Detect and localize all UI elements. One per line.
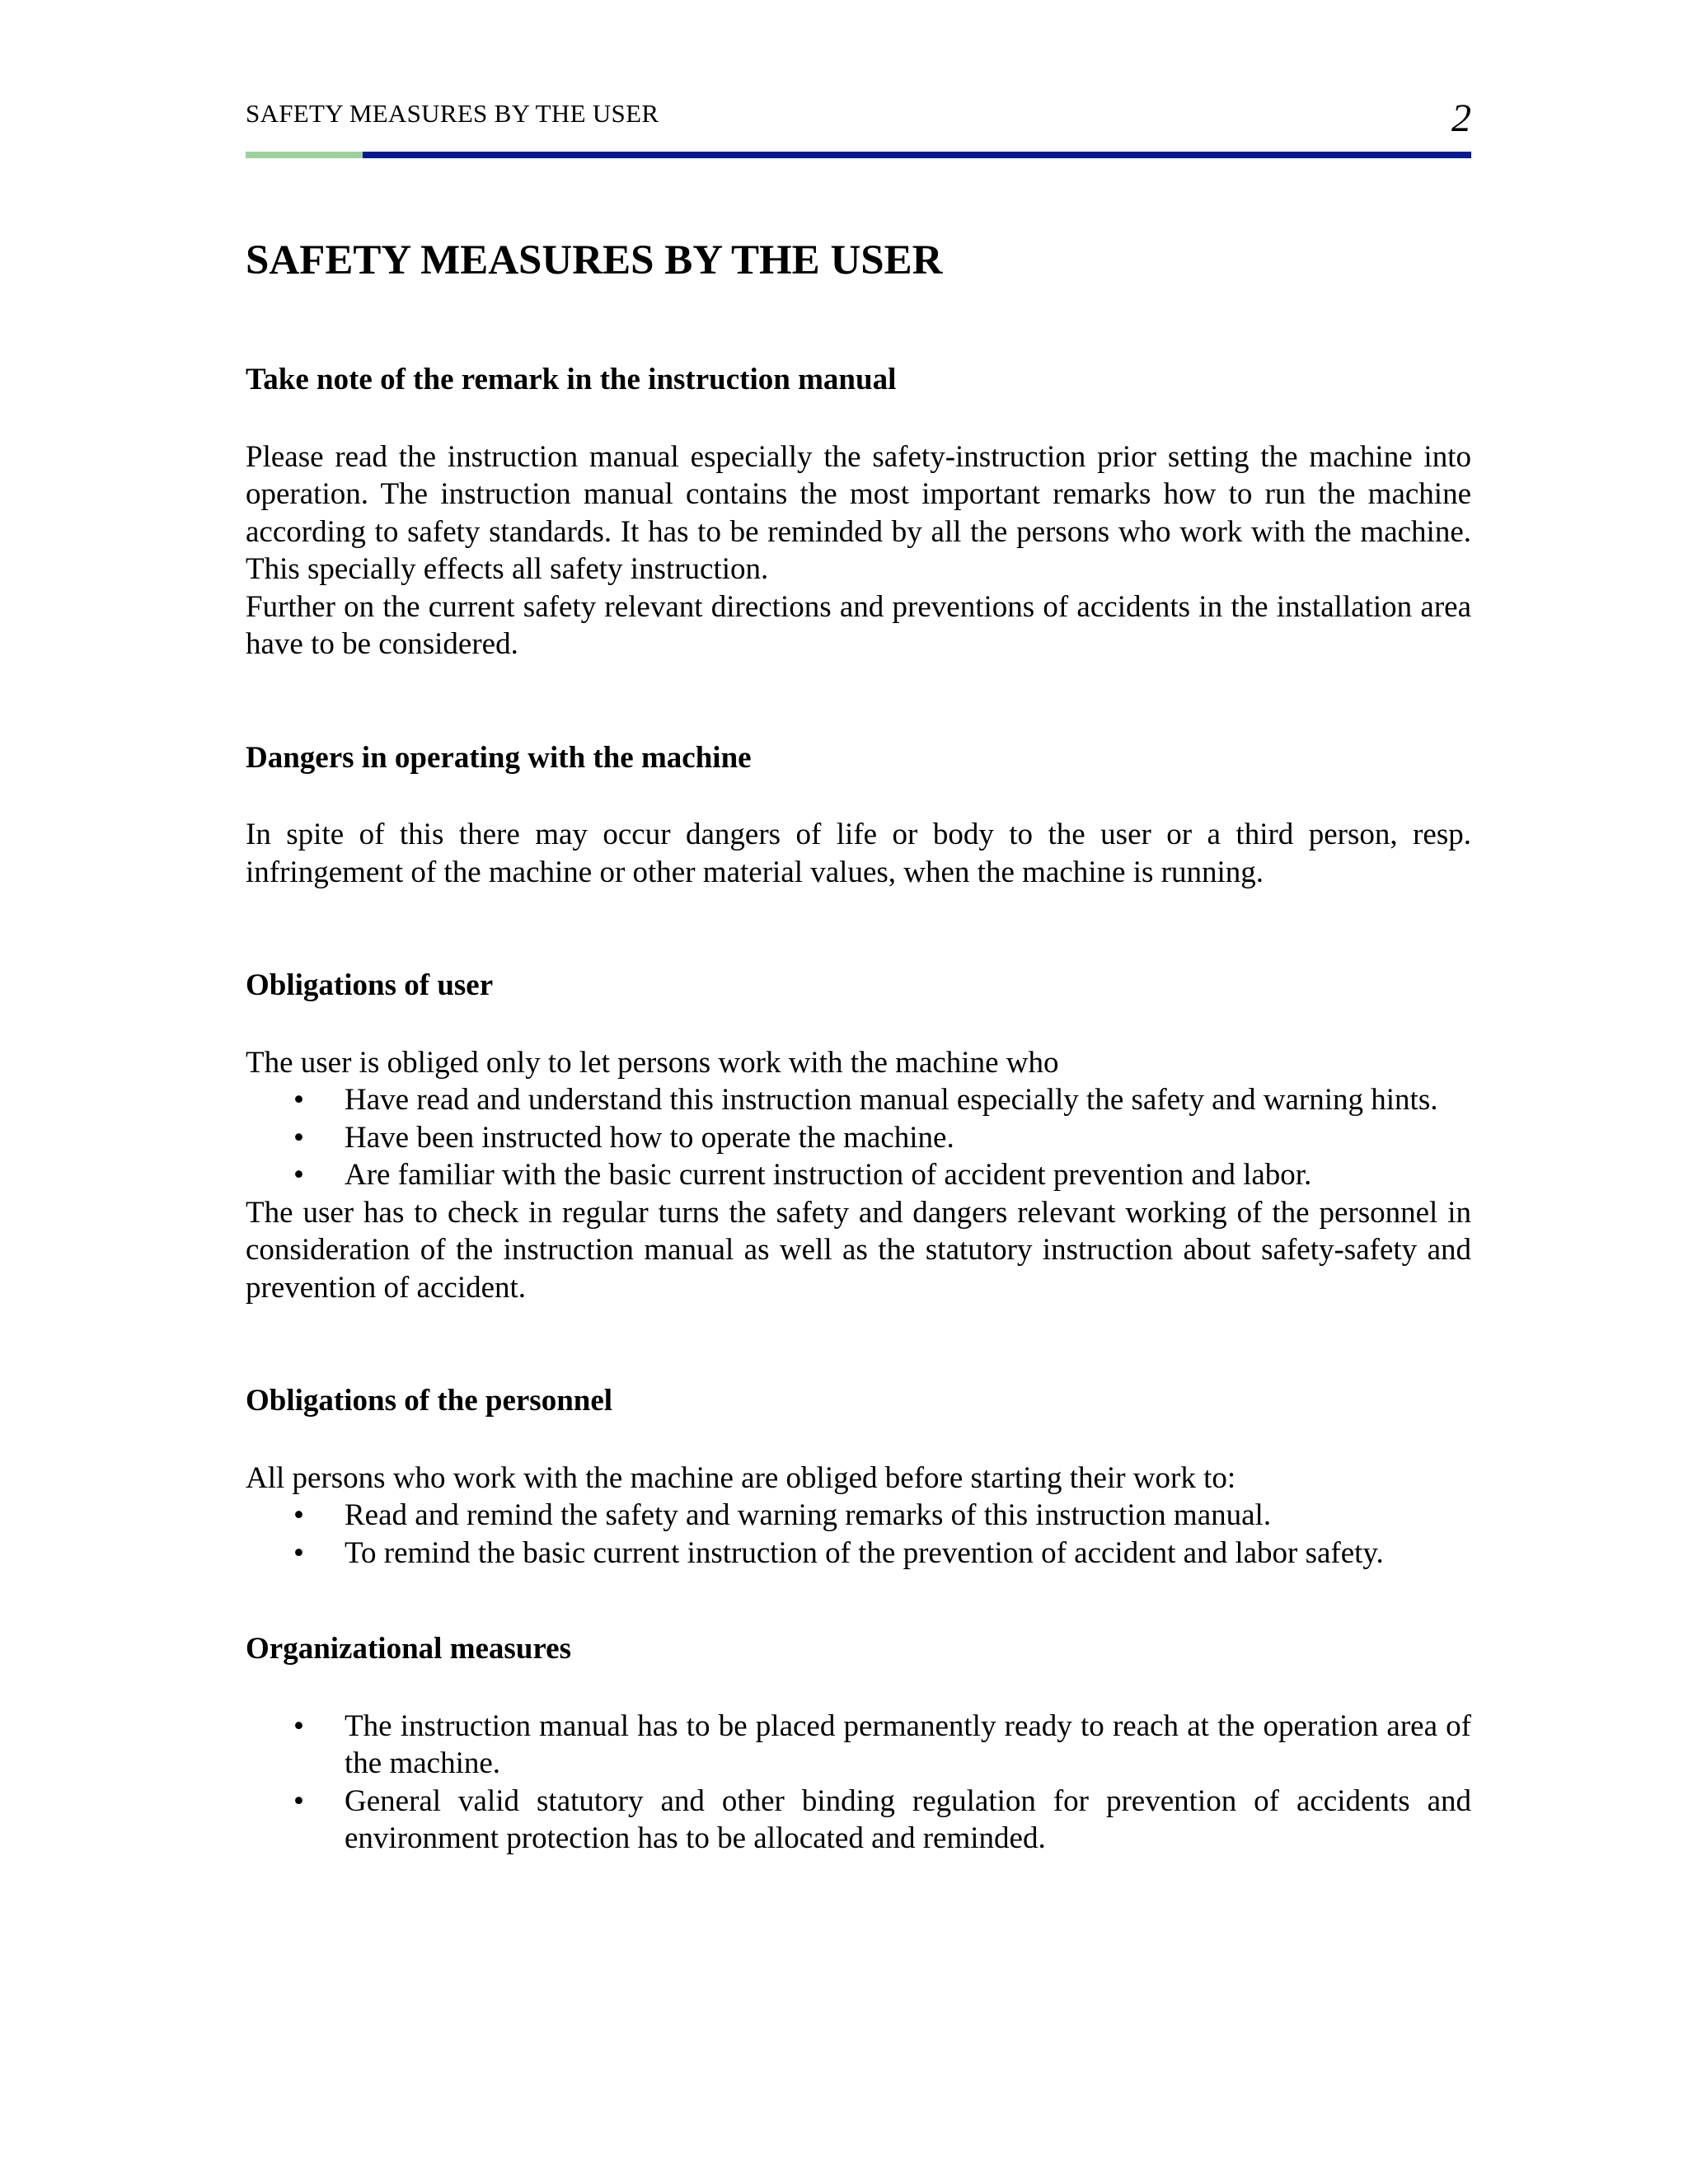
page-number: 2 [1451, 96, 1471, 140]
bullet-icon: • [293, 1120, 304, 1155]
list-item [246, 1783, 1471, 1858]
bullet-icon: • [293, 1535, 304, 1570]
section-remark [246, 361, 1471, 663]
bullet-icon: • [293, 1158, 304, 1192]
bullet-list [246, 1081, 1471, 1194]
paragraph: The user has to check in regular turns the safety and dangers relevant working of the personnel in consideration of the instruction manual as well as the statutory instruction about safety-safety and prevention of accident. [246, 1195, 1471, 1305]
list-item [246, 1081, 1471, 1119]
section-heading: Dangers in operating with the machine [246, 740, 752, 775]
list-item-text: Read and remind the safety and warning remarks of this instruction manual. [345, 1498, 1272, 1532]
document-body [246, 361, 1471, 1858]
section-heading: Obligations of the personnel [246, 1384, 613, 1418]
section-personnel-obligations [246, 1382, 1471, 1572]
paragraph: In spite of this there may occur dangers of life or body to the user or a third person, resp. infringement of the machine or other material values, when the machine is running. [246, 818, 1471, 889]
paragraph: Please read the instruction manual especially the safety-instruction prior setting the machine into operation. The instruction manual contains the most important remarks how to run the machine according to safety standards. It has to be reminded by all the persons who work with the machine. This specially effects all safety instruction. [246, 439, 1471, 586]
header-rule-main [363, 152, 1471, 158]
list-item-text: Are familiar with the basic current instruction of accident prevention and labor. [345, 1158, 1312, 1192]
list-item-text: Have been instructed how to operate the machine. [345, 1120, 954, 1155]
header-rule-accent [246, 152, 363, 158]
running-header-title: SAFETY MEASURES BY THE USER [246, 99, 659, 128]
section-organizational-measures [246, 1630, 1471, 1858]
section-user-obligations [246, 967, 1471, 1306]
list-item [246, 1497, 1471, 1535]
header-rule [246, 152, 1471, 158]
section-heading: Take note of the remark in the instruction manual [246, 363, 897, 396]
paragraph: All persons who work with the machine are obliged before starting their work to: [246, 1460, 1236, 1495]
bullet-list [246, 1497, 1471, 1572]
section-dangers [246, 739, 1471, 892]
bullet-icon: • [293, 1083, 304, 1117]
bullet-icon: • [293, 1708, 304, 1743]
list-item [246, 1535, 1471, 1572]
bullet-icon: • [293, 1783, 304, 1818]
bullet-list [246, 1708, 1471, 1858]
list-item [246, 1156, 1471, 1194]
paragraph: The user is obliged only to let persons work with the machine who [246, 1045, 1059, 1080]
section-heading: Organizational measures [246, 1632, 571, 1666]
page-title: SAFETY MEASURES BY THE USER [246, 237, 943, 284]
list-item [246, 1708, 1471, 1783]
list-item-text: The instruction manual has to be placed permanently ready to reach at the operation area of the machine. [345, 1708, 1471, 1780]
section-heading: Obligations of user [246, 968, 494, 1002]
list-item-text: General valid statutory and other binding regulation for prevention of accidents and environment protection has to be allocated and reminded. [345, 1783, 1471, 1855]
list-item-text: Have read and understand this instruction manual especially the safety and warning hints. [345, 1083, 1438, 1117]
bullet-icon: • [293, 1498, 304, 1532]
list-item [246, 1119, 1471, 1157]
paragraph: Further on the current safety relevant directions and preventions of accidents in the installation area have to be considered. [246, 589, 1471, 661]
list-item-text: To remind the basic current instruction of the prevention of accident and labor safety. [345, 1535, 1384, 1570]
running-header [246, 96, 1471, 148]
